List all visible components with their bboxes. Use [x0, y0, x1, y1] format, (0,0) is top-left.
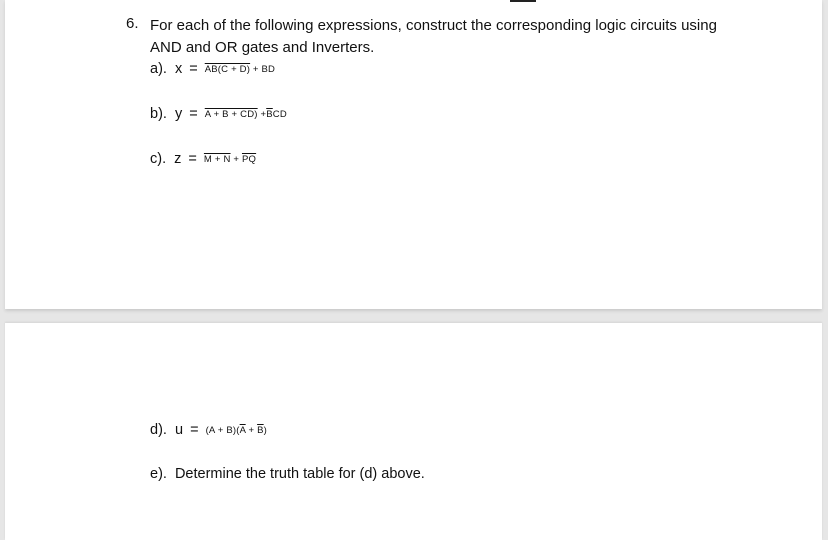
item-b-expression [205, 109, 287, 120]
item-a-overbar-term: AB(C + D) [204, 64, 251, 75]
item-e-text: Determine the truth table for (d) above. [174, 466, 425, 482]
item-d-label: d). [150, 422, 167, 438]
item-d-post-term: ) [263, 425, 268, 436]
item-c-equals: = [188, 151, 197, 167]
item-a-label: a). [150, 61, 167, 77]
item-c-overbar-pq: $\overline{PQ}$ [241, 154, 257, 165]
item-c-expression [204, 154, 256, 165]
question-text: For each of the following expressions, construct the corresponding logic circuits using AND and OR gates and Inverters. [150, 17, 717, 56]
item-b-variable: y [174, 106, 183, 122]
item-d-overbar-b: $\overline{B}$ [257, 425, 264, 436]
item-a-equals: = [189, 61, 198, 77]
item-b-rest-term: CD [272, 109, 287, 120]
item-b [150, 106, 287, 122]
item-e-label: e). [150, 466, 167, 482]
item-b-label: b). [150, 106, 167, 122]
item-c-overbar-term: M + N [203, 154, 231, 165]
item-a [150, 61, 275, 77]
document-page-2 [5, 323, 822, 540]
item-a-expression [205, 64, 275, 75]
item-d-pre-term: (A + B)( [205, 425, 240, 436]
item-b-equals: = [189, 106, 198, 122]
question-number: 6. [126, 15, 139, 32]
top-line-mark [510, 0, 536, 2]
item-a-rest-term: + BD [250, 64, 276, 75]
item-a-variable: x [174, 61, 183, 77]
item-b-overbar-b: $\overline{B}$ [266, 109, 273, 120]
item-d [150, 422, 267, 438]
item-d-overbar-a: $\overline{A}$ [239, 425, 246, 436]
document-page-1 [5, 0, 822, 309]
item-e [150, 466, 425, 482]
item-d-variable: u [174, 422, 184, 438]
item-d-plus: + [245, 425, 258, 436]
item-b-overbar-term: A + B + CD) [204, 109, 258, 120]
item-b-plus: + [257, 109, 267, 120]
item-d-equals: = [190, 422, 199, 438]
item-c [150, 151, 256, 167]
item-c-variable: z [174, 151, 182, 167]
item-d-expression [206, 425, 267, 436]
item-c-label: c). [150, 151, 167, 167]
item-c-plus: + [230, 154, 242, 165]
